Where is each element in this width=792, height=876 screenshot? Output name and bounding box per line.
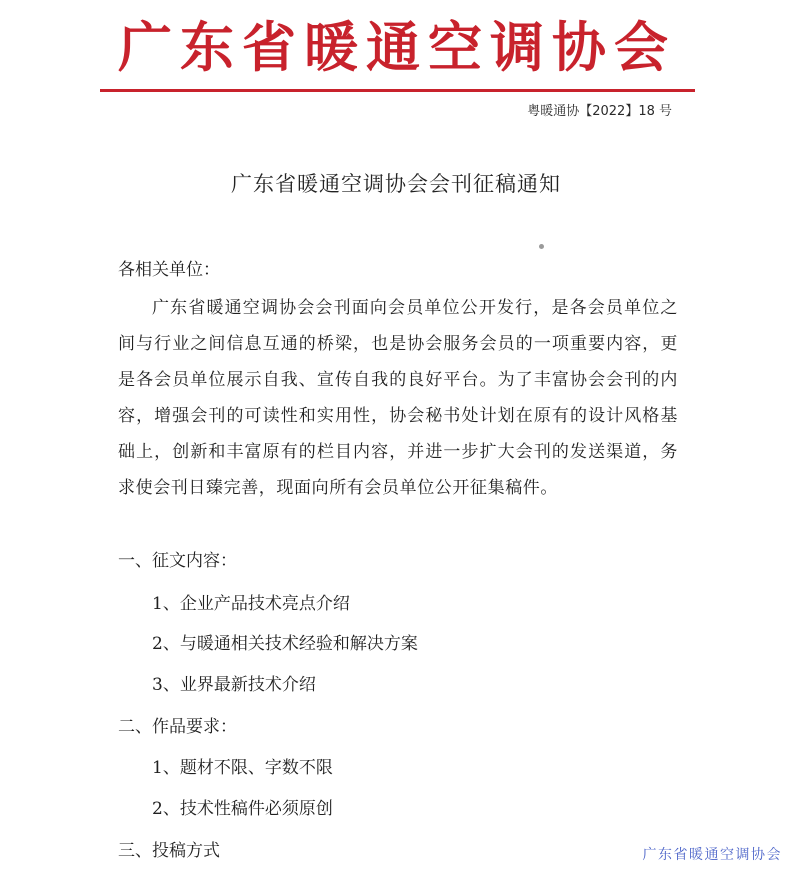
section-heading-submission: 三、投稿方式 <box>118 841 220 861</box>
section-heading-content: 一、征文内容： <box>118 551 237 571</box>
list-item: 1、题材不限、字数不限 <box>152 758 333 778</box>
list-item: 3、业界最新技术介绍 <box>152 675 316 695</box>
salutation: 各相关单位： <box>118 260 220 280</box>
document-number: 粤暖通协【2022】18 号 <box>527 104 672 119</box>
list-item: 1、企业产品技术亮点介绍 <box>152 594 350 614</box>
document-title: 广东省暖通空调协会会刊征稿通知 <box>231 172 561 196</box>
letterhead-red-rule <box>100 89 695 92</box>
scan-speck <box>539 244 544 249</box>
watermark: 广东省暖通空调协会 <box>642 847 782 863</box>
section-heading-requirements: 二、作品要求： <box>118 717 237 737</box>
intro-paragraph: 广东省暖通空调协会会刊面向会员单位公开发行，是各会员单位之间与行业之间信息互通的桥梁，也是协会服务会员的一项重要内容，更是各会员单位展示自我、宣传自我的良好平台。为了丰富协会会刊的内容，增强会刊的可读性和实用性，协会秘书处计划在原有的设计风格基础上，创新和丰富原有的栏目内容，并进一步扩大会刊的发送渠道，务求使会刊日臻完善，现面向所有会员单位公开征集稿件。 <box>118 298 678 498</box>
letterhead-org-name: 广东省暖通空调协会 <box>118 15 676 79</box>
list-item: 2、与暖通相关技术经验和解决方案 <box>152 634 418 654</box>
list-item: 2、技术性稿件必须原创 <box>152 799 333 819</box>
